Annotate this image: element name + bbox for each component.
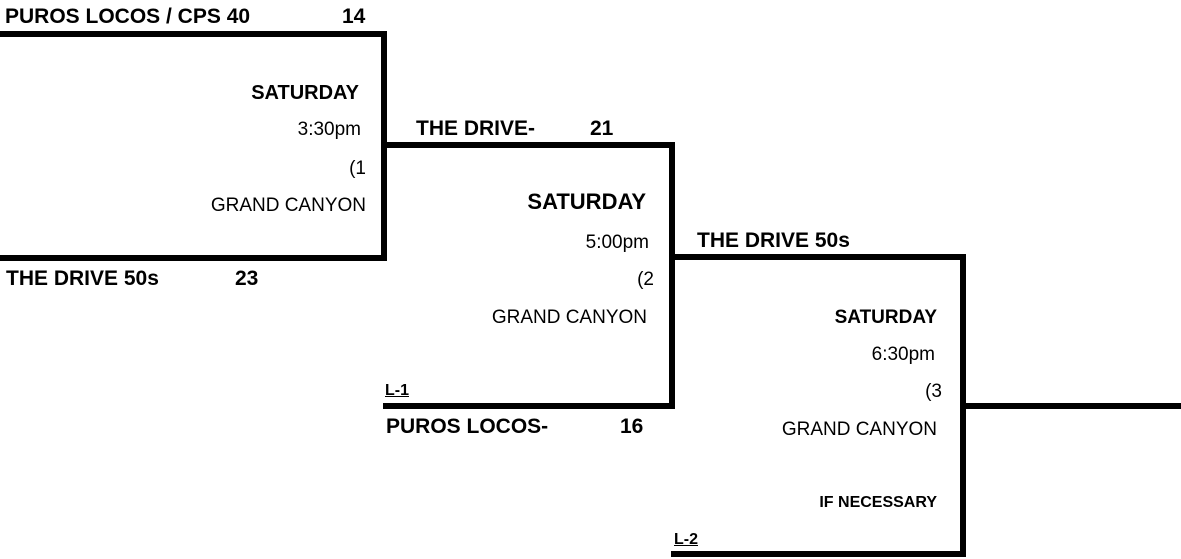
game3-loser-tag: L-2: [674, 531, 698, 548]
game1-top-team: PUROS LOCOS / CPS 40: [5, 5, 251, 28]
game2-loser-tag: L-1: [385, 382, 409, 399]
game1-top-line: [0, 31, 387, 37]
game1-bottom-team: THE DRIVE 50s: [6, 267, 159, 290]
game3-day: SATURDAY: [834, 307, 937, 328]
game2-top-team: THE DRIVE-: [416, 117, 536, 140]
game2-bottom-line: [383, 403, 675, 409]
game2-day: SATURDAY: [527, 189, 646, 214]
game1-top-score: 14: [342, 5, 366, 28]
game3-bottom-line: [671, 551, 966, 557]
game2-location: GRAND CANYON: [491, 307, 647, 328]
champion-line: [960, 403, 1181, 409]
game2-game-number: (2: [637, 269, 654, 290]
game2-bottom-score: 16: [620, 415, 644, 438]
game3-note: IF NECESSARY: [819, 494, 937, 511]
game2-top-score: 21: [590, 117, 614, 140]
game1-bottom-score: 23: [235, 267, 259, 290]
game1-time: 3:30pm: [297, 119, 361, 140]
game1-bottom-line: [0, 255, 387, 261]
game1-game-number: (1: [349, 158, 366, 179]
game3-top-line: [669, 254, 966, 260]
game2-top-line: [381, 142, 675, 148]
game1-day: SATURDAY: [251, 82, 359, 104]
game2-right-line: [669, 142, 675, 409]
game3-game-number: (3: [925, 381, 942, 402]
game3-top-team: THE DRIVE 50s: [697, 229, 850, 252]
game2-bottom-team: PUROS LOCOS-: [386, 415, 549, 438]
game2-time: 5:00pm: [585, 232, 649, 253]
game3-location: GRAND CANYON: [781, 419, 937, 440]
game3-time: 6:30pm: [871, 344, 935, 365]
game1-location: GRAND CANYON: [210, 195, 366, 216]
